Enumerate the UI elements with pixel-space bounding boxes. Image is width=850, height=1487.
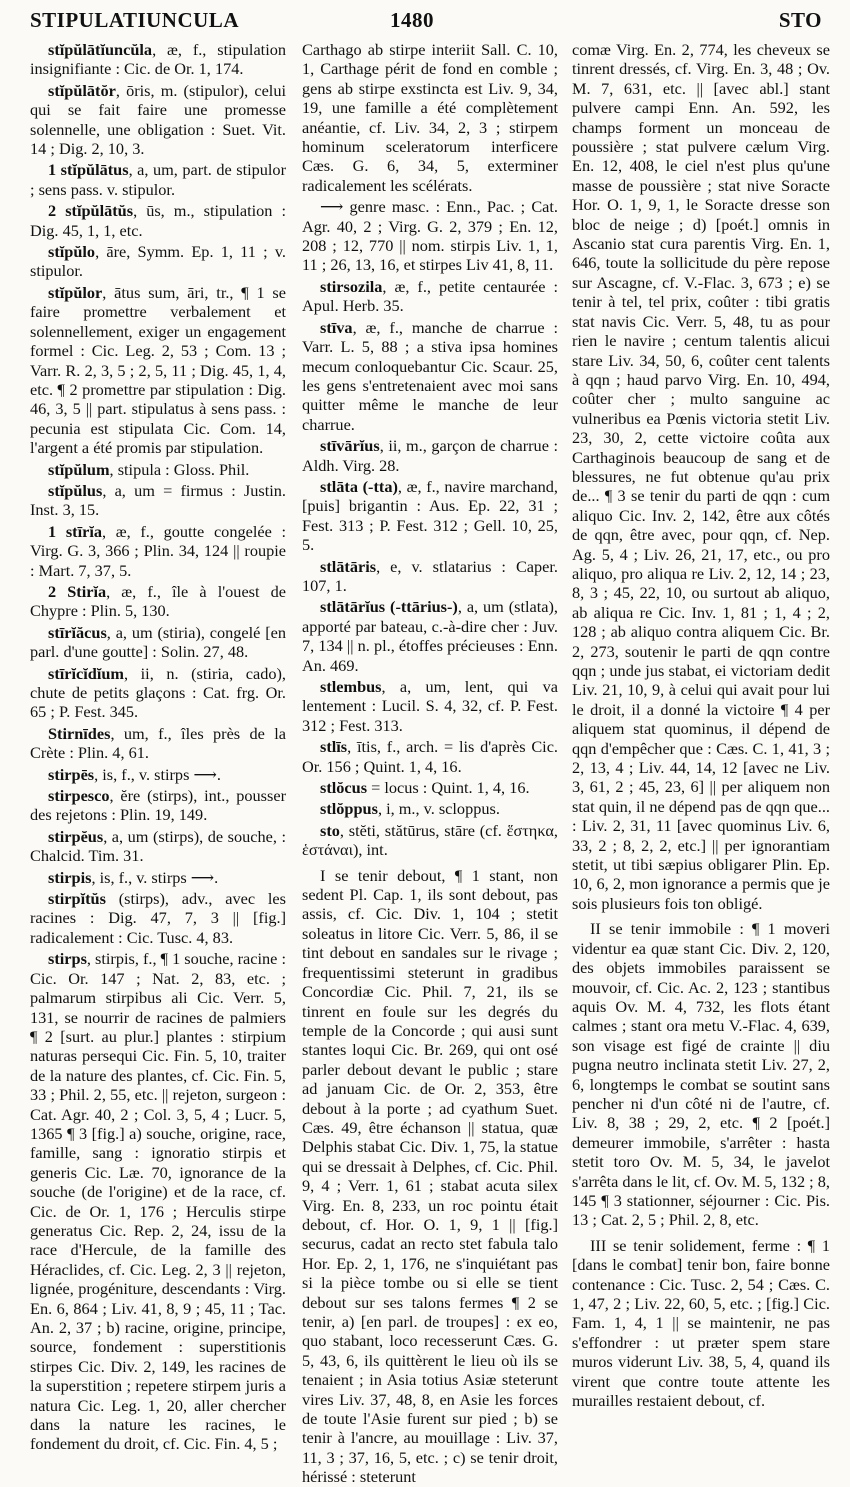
column-3 [572, 40, 830, 1411]
entry [302, 277, 558, 316]
definition: , stipula : Gloss. Phil. [109, 459, 250, 479]
entry [30, 868, 286, 887]
entry [30, 242, 286, 281]
column-1 [30, 40, 287, 1454]
sense-section: III se tenir solidement, ferme : ¶ 1 [dans le combat] tenir bon, faire bonne contenance : Cic. Tusc. 2, 54 ; Cæs. C. 1, 47, 2 ; Liv. 22, 60, 5, etc. ; [fig.] Cic. Fam. 1, 4, 1 || se maintenir, ne pas s'effondrer : ut præter spem stare muros viderunt Liv. 38, 5, 4, quand ils virent que contre toute attente les murailles restaient debout, cf. [572, 1235, 830, 1411]
entry [30, 949, 286, 1454]
entry [30, 283, 286, 458]
definition: , is, f., v. stirps ⟶. [94, 764, 221, 784]
entry [302, 821, 558, 860]
entry [30, 522, 286, 580]
headword: stīrĭăcus [48, 622, 107, 642]
entry [30, 827, 286, 866]
running-head-left: STIPULATIUNCULA [30, 8, 239, 32]
headword: stirpēs [48, 764, 95, 784]
entry [302, 318, 558, 434]
definition: , æ, f., manche de charrue : Varr. L. 5, 88 ; a stiva ipsa homines mecum conloquebantur Cic. Scaur. 25, les gens s'entretenaient avec moi sans quitter même le manche de leur charrue. [302, 317, 558, 434]
headword: stirps [48, 949, 87, 969]
definition: , æ, f., stipulation insignifiante : Cic. de Or. 1, 174. [30, 40, 286, 79]
entry [30, 582, 286, 621]
definition: , æ, f., goutte congelée : Virg. G. 3, 366 ; Plin. 34, 124 || roupie : Mart. 7, 37, 5. [30, 521, 287, 580]
page-header [30, 8, 828, 38]
definition: , um, f., îles près de la Crète : Plin. 4, 61. [30, 723, 286, 763]
definition: , æ, f., petite centaurée : Apul. Herb. 35. [302, 276, 558, 316]
headword: 1 stīrĭa [48, 521, 102, 541]
entry [30, 724, 286, 763]
entry [30, 623, 286, 662]
definition: , āre, Symm. Ep. 1, 11 ; v. stipulor. [30, 242, 286, 281]
definition: , ītis, f., arch. = lis d'après Cic. Or. 156 ; Quint. 1, 4, 16. [302, 737, 558, 776]
definition: , æ, f., navire marchand, [puis] brigantin : Aus. Ep. 22, 31 ; Fest. 313 ; P. Fest. 312 ; Gell. 10, 25, 5. [302, 476, 558, 555]
headword: stlŏppus [320, 799, 378, 819]
entry [302, 737, 558, 776]
definition: , ūs, m., stipulation : Dig. 45, 1, 1, etc. [30, 201, 286, 240]
definition: , a, um (stiria), congelé [en parl. d'une goutte] : Solin. 27, 48. [30, 622, 286, 662]
definition: , ātus sum, āri, tr., ¶ 1 se faire promettre verbalement et solennellement, exiger un engagement formel : Cic. Leg. 2, 53 ; Com. 13 ; Varr. R. 2, 3, 5 ; 2, 5, 11 ; Dig. 45, 1, 4, etc. ¶ 2 promettre par stipulation : Dig. 46, 3, 5 || part. stipulatus à sens pass. : pecunia est stipulata Cic. Com. 14, l'argent a été promis par stipulation. [30, 282, 286, 458]
headword: stĭpŭlum [48, 459, 110, 479]
usage-note: ⟶ genre masc. : Enn., Pac. ; Cat. Agr. 40, 2 ; Virg. G. 2, 379 ; En. 12, 208 ; 12, 770 || nom. stirpis Liv. 1, 1, 11 ; 26, 13, 16, et stirpes Liv 41, 8, 11. [302, 197, 558, 275]
definition: , a, um (stlata), apporté par bateau, c.-à-dire cher : Juv. 7, 134 || n. pl., étoffes précieuses : Enn. An. 469. [302, 597, 558, 675]
definition: , ōris, m. (stipulor), celui qui se fait faire une promesse solennelle, une obligation : Suet. Vit. 14 ; Dig. 2, 10, 3. [30, 80, 286, 159]
definition: , a, um, part. de stipulor ; sens pass. v. stipulor. [30, 160, 286, 199]
definition: , ĕre (stirps), int., pousser des rejetons : Plin. 19, 149. [30, 786, 286, 825]
entry [302, 597, 558, 675]
headword: stirpesco [48, 786, 110, 806]
headword: stĭpŭlus [48, 480, 103, 500]
headword: stĭpŭlor [48, 282, 103, 302]
entry [302, 557, 558, 596]
entry [30, 481, 286, 520]
entry [30, 40, 286, 79]
entry [302, 677, 558, 735]
headword: stĭpŭlo [48, 242, 96, 262]
entry [30, 889, 286, 947]
definition: , stirpis, f., ¶ 1 souche, racine : Cic. Or. 147 ; Nat. 2, 83, etc. ; palmarum stirpibus ali Cic. Verr. 5, 131, se nourrir de racines de palmiers ¶ 2 [surt. au plur.] plantes : stirpium naturas persequi Cic. Fin. 5, 10, traiter de la nature des plantes, cf. Cic. Fin. 5, 33 ; Phil. 2, 55, etc. || rejeton, surgeon : Cat. Agr. 40, 2 ; Col. 3, 5, 4 ; Lucr. 5, 1365 ¶ 3 [fig.] a) souche, origine, race, famille, sang : ignoratio stirpis et generis Cic. Læ. 70, ignorance de la souche (de l'origine) et de la race, cf. Cic. de Or. 1, 176 ; Herculis stirpe generatus Cic. Rep. 2, 24, issu de la race d'Hercule, de la famille des Héraclides, cf. Cic. Leg. 2, 3 || rejeton, lignée, progéniture, descendants : Virg. En. 6, 864 ; Liv. 41, 8, 9 ; 45, 11 ; Tac. An. 2, 37 ; b) racine, origine, principe, source, fondement : superstitionis stirpes Cic. Div. 2, 149, les racines de la superstition ; repetere stirpem juris a natura Cic. Leg. 1, 20, aller chercher dans la nature les racines, le fondement du droit, cf. Cic. Fin. 4, 5 ; [30, 949, 286, 1454]
headword: stlātārĭus (-ttārius-) [320, 597, 458, 617]
headword: stlīs [320, 737, 348, 757]
headword: stīvārĭus [320, 436, 380, 456]
definition: , ii, m., garçon de charrue : Aldh. Virg. 28. [302, 436, 558, 475]
running-head-right: STO [778, 8, 822, 32]
headword: sto [320, 820, 340, 840]
definition: , ii, n. (stiria, cado), chute de petits glaçons : Cat. frg. Or. 65 ; P. Fest. 345. [30, 663, 286, 722]
definition: , e, v. stlatarius : Caper. 107, 1. [302, 556, 558, 595]
entry [30, 201, 286, 240]
entry [302, 436, 558, 475]
headword: stīrĭcĭdĭum [48, 663, 124, 683]
headword: stīva [320, 317, 353, 337]
headword: stlembus [320, 677, 382, 696]
headword: stlātāris [320, 556, 377, 576]
headword: Stirnīdes [48, 723, 111, 743]
definition: (stirps), adv., avec les racines : Dig. 47, 7, 3 || [fig.] radicalement : Cic. Tusc. 4, 83. [30, 889, 286, 947]
headword: stĭpŭlātĭuncŭla [48, 40, 153, 59]
definition: , i, m., v. scloppus. [377, 799, 500, 819]
definition: , a, um (stirps), de souche, : Chalcid. Tim. 31. [30, 826, 286, 866]
sense-section: II se tenir immobile : ¶ 1 moveri videntur ea quæ stant Cic. Div. 2, 120, des objets immobiles paraissent se mouvoir, cf. Cic. Ac. 2, 123 ; stantibus aquis Ov. M. 4, 732, les flots étant calmes ; stant ora metu V.-Flac. 4, 639, son visage est figé de crainte || diu pugna neutro inclinata stetit Liv. 27, 2, 6, longtemps le combat se soutint sans pencher ni d'un côté ni de l'autre, cf. Liv. 8, 38 ; 29, 2, etc. ¶ 2 [poét.] demeurer immobile, s'arrêter : hasta stetit toro Ov. M. 5, 34, le javelot s'arrêta dans le lit, cf. Ov. M. 5, 132 ; 8, 145 ¶ 3 stationner, séjourner : Cic. Pis. 13 ; Cat. 2, 5 ; Phil. 2, 8, etc. [572, 919, 830, 1230]
definition: , a, um, lent, qui va lentement : Lucil. S. 4, 32, cf. P. Fest. 312 ; Fest. 313. [302, 677, 558, 735]
headword: 1 stĭpŭlātus [48, 160, 129, 180]
continued-text: comæ Virg. En. 2, 774, les cheveux se tinrent dressés, cf. Virg. En. 3, 48 ; Ov. M. 7, 631, etc. || [avec abl.] stant pulvere campi Enn. An. 592, les champs forment un monceau de poussière ; stat pulvere cælum Virg. En. 12, 408, le ciel n'est plus qu'une masse de poussière ; stat nive Soracte Hor. O. 1, 9, 1, le Soracte dresse son bloc de neige ; d) [poét.] omnis in Ascanio stat cura parentis Virg. En. 1, 646, toute la sollicitude du père repose sur Ascagne, cf. V.-Flac. 3, 673 ; e) se tenir à tel, tel prix, coûter : tibi gratis stat navis Cic. Verr. 5, 48, tu as pour rien le navire ; centum talentis alicui stare Liv. 34, 50, 6, coûter cent talents à qqn ; haud parvo Virg. En. 10, 494, coûter cher ; multo sanguine ac vulneribus ea Pœnis victoria stetit Liv. 23, 30, 2, cette victoire coûta aux Carthaginois beaucoup de sang et de blessures, ne fut obtenue qu'au prix de... ¶ 3 se tenir du parti de qqn : cum aliquo Cic. Inv. 2, 142, être aux côtés de qqn, être avec, pour qqn, cf. Nep. Ag. 5, 4 ; Liv. 26, 21, 17, etc., ou pro aliquo, pro aliqua re Liv. 2, 12, 14 ; 23, 8, 3 ; 45, 22, 10, ou surtout ab aliquo, ab aliqua re Cic. Inv. 1, 81 ; 1, 4 ; 2, 128 ; ab aliquo contra aliquem Cic. Br. 2, 273, soutenir le parti de qqn contre qqn ; unde jus stabat, ei victoriam dedit Liv. 21, 10, 9, à celui qui avait pour lui le droit, il a donné la victoire ¶ 4 per aliquem stat quominus, il dépend de qqn d'empêcher que : Cæs. C. 1, 41, 3 ; 2, 13, 4 ; Liv. 44, 14, 12 [avec ne Liv. 3, 61, 2 ; 45, 23, 6] || per aliquem non stat quin, il ne dépend pas de qqn que... : Liv. 2, 31, 11 [avec quominus Liv. 6, 33, 2 ; 8, 2, 2, etc.] || per ignorantiam stetit, ut tibi sæpius obligarer Plin. Ep. 10, 6, 2, mon ignorance a permis que je sois plusieurs fois ton obligé. [572, 40, 830, 913]
sense-section: I se tenir debout, ¶ 1 stant, non sedent Pl. Cap. 1, ils sont debout, pas assis, cf. Cic. Div. 1, 104 ; stetit soleatus in litore Cic. Verr. 5, 86, il se tint debout en sandales sur le rivage ; frequentissimi steterunt in gradibus Concordiæ Cic. Phil. 7, 21, ils se tinrent en foule sur les degrés du temple de la Concorde ; qui ausi sunt stantes loqui Cic. Br. 269, qui ont osé parler debout devant le public ; stare ad januam Cic. de Or. 2, 353, être debout à la porte ; ad cyathum Suet. Cæs. 49, être échanson || statua, quæ Delphis stabat Cic. Div. 1, 75, la statue qui se dressait à Delphes, cf. Cic. Phil. 9, 4 ; Verr. 1, 61 ; stabat acuta silex Virg. En. 8, 233, un roc pointu était debout, cf. Hor. O. 1, 9, 1 || [fig.] securus, cadat an recto stet fabula talo Hor. Ep. 2, 1, 176, ne s'inquiétant pas si la pièce tombe ou si elle se tient debout sur ses talons fermes ¶ 2 se tenir, a) [en parl. de troupes] : ex eo, quo stabant, loco recesserunt Cæs. G. 5, 43, 6, ils quittèrent le lieu où ils se tenaient ; in Asia totius Asiæ steterunt vires Liv. 37, 48, 8, en Asie les forces de toute l'Asie furent sur pied ; b) se tenir à l'ancre, au mouillage : Liv. 37, 11, 3 ; 37, 16, 5, etc. ; c) se tenir droit, hérissé : steterunt [302, 865, 558, 1487]
headword: stĭpŭlātŏr [48, 80, 116, 100]
headword: stirpĕus [48, 826, 104, 846]
headword: 2 stĭpŭlātŭs [48, 201, 134, 221]
definition: , a, um = firmus : Justin. Inst. 3, 15. [30, 480, 286, 520]
definition: , stĕti, stătūrus, stāre (cf. ἕστηκα, ἑστάναι), int. [302, 820, 558, 860]
headword: 2 Stirĭa [48, 581, 107, 601]
headword: stlŏcus [320, 778, 368, 798]
continued-text: Carthago ab stirpe interiit Sall. C. 10, 1, Carthage périt de fond en comble ; gens ab stirpe exstincta est Liv. 9, 34, 19, une famille a été complètement anéantie, cf. Liv. 34, 2, 3 ; stirpem hominum sceleratorum interficere Cæs. G. 6, 34, 5, exterminer radicalement les scélérats. [302, 40, 558, 195]
entry [30, 765, 286, 784]
entry [30, 160, 286, 199]
headword: stlāta (-tta) [320, 476, 398, 496]
page-number: 1480 [390, 8, 434, 32]
entry [30, 786, 286, 825]
entry [30, 664, 286, 722]
entry [302, 799, 558, 818]
headword: stirpis [48, 867, 92, 887]
entry [302, 477, 558, 555]
headword: stirsozila [320, 276, 383, 296]
entry [30, 460, 286, 479]
entry [30, 81, 286, 159]
definition: = locus : Quint. 1, 4, 16. [367, 778, 530, 798]
headword: stirpĭtŭs [48, 889, 106, 909]
definition: , is, f., v. stirps ⟶. [91, 867, 219, 887]
entry [302, 778, 558, 797]
column-2 [302, 40, 558, 1487]
definition: , æ, f., île à l'ouest de Chypre : Plin. 5, 130. [30, 581, 286, 621]
